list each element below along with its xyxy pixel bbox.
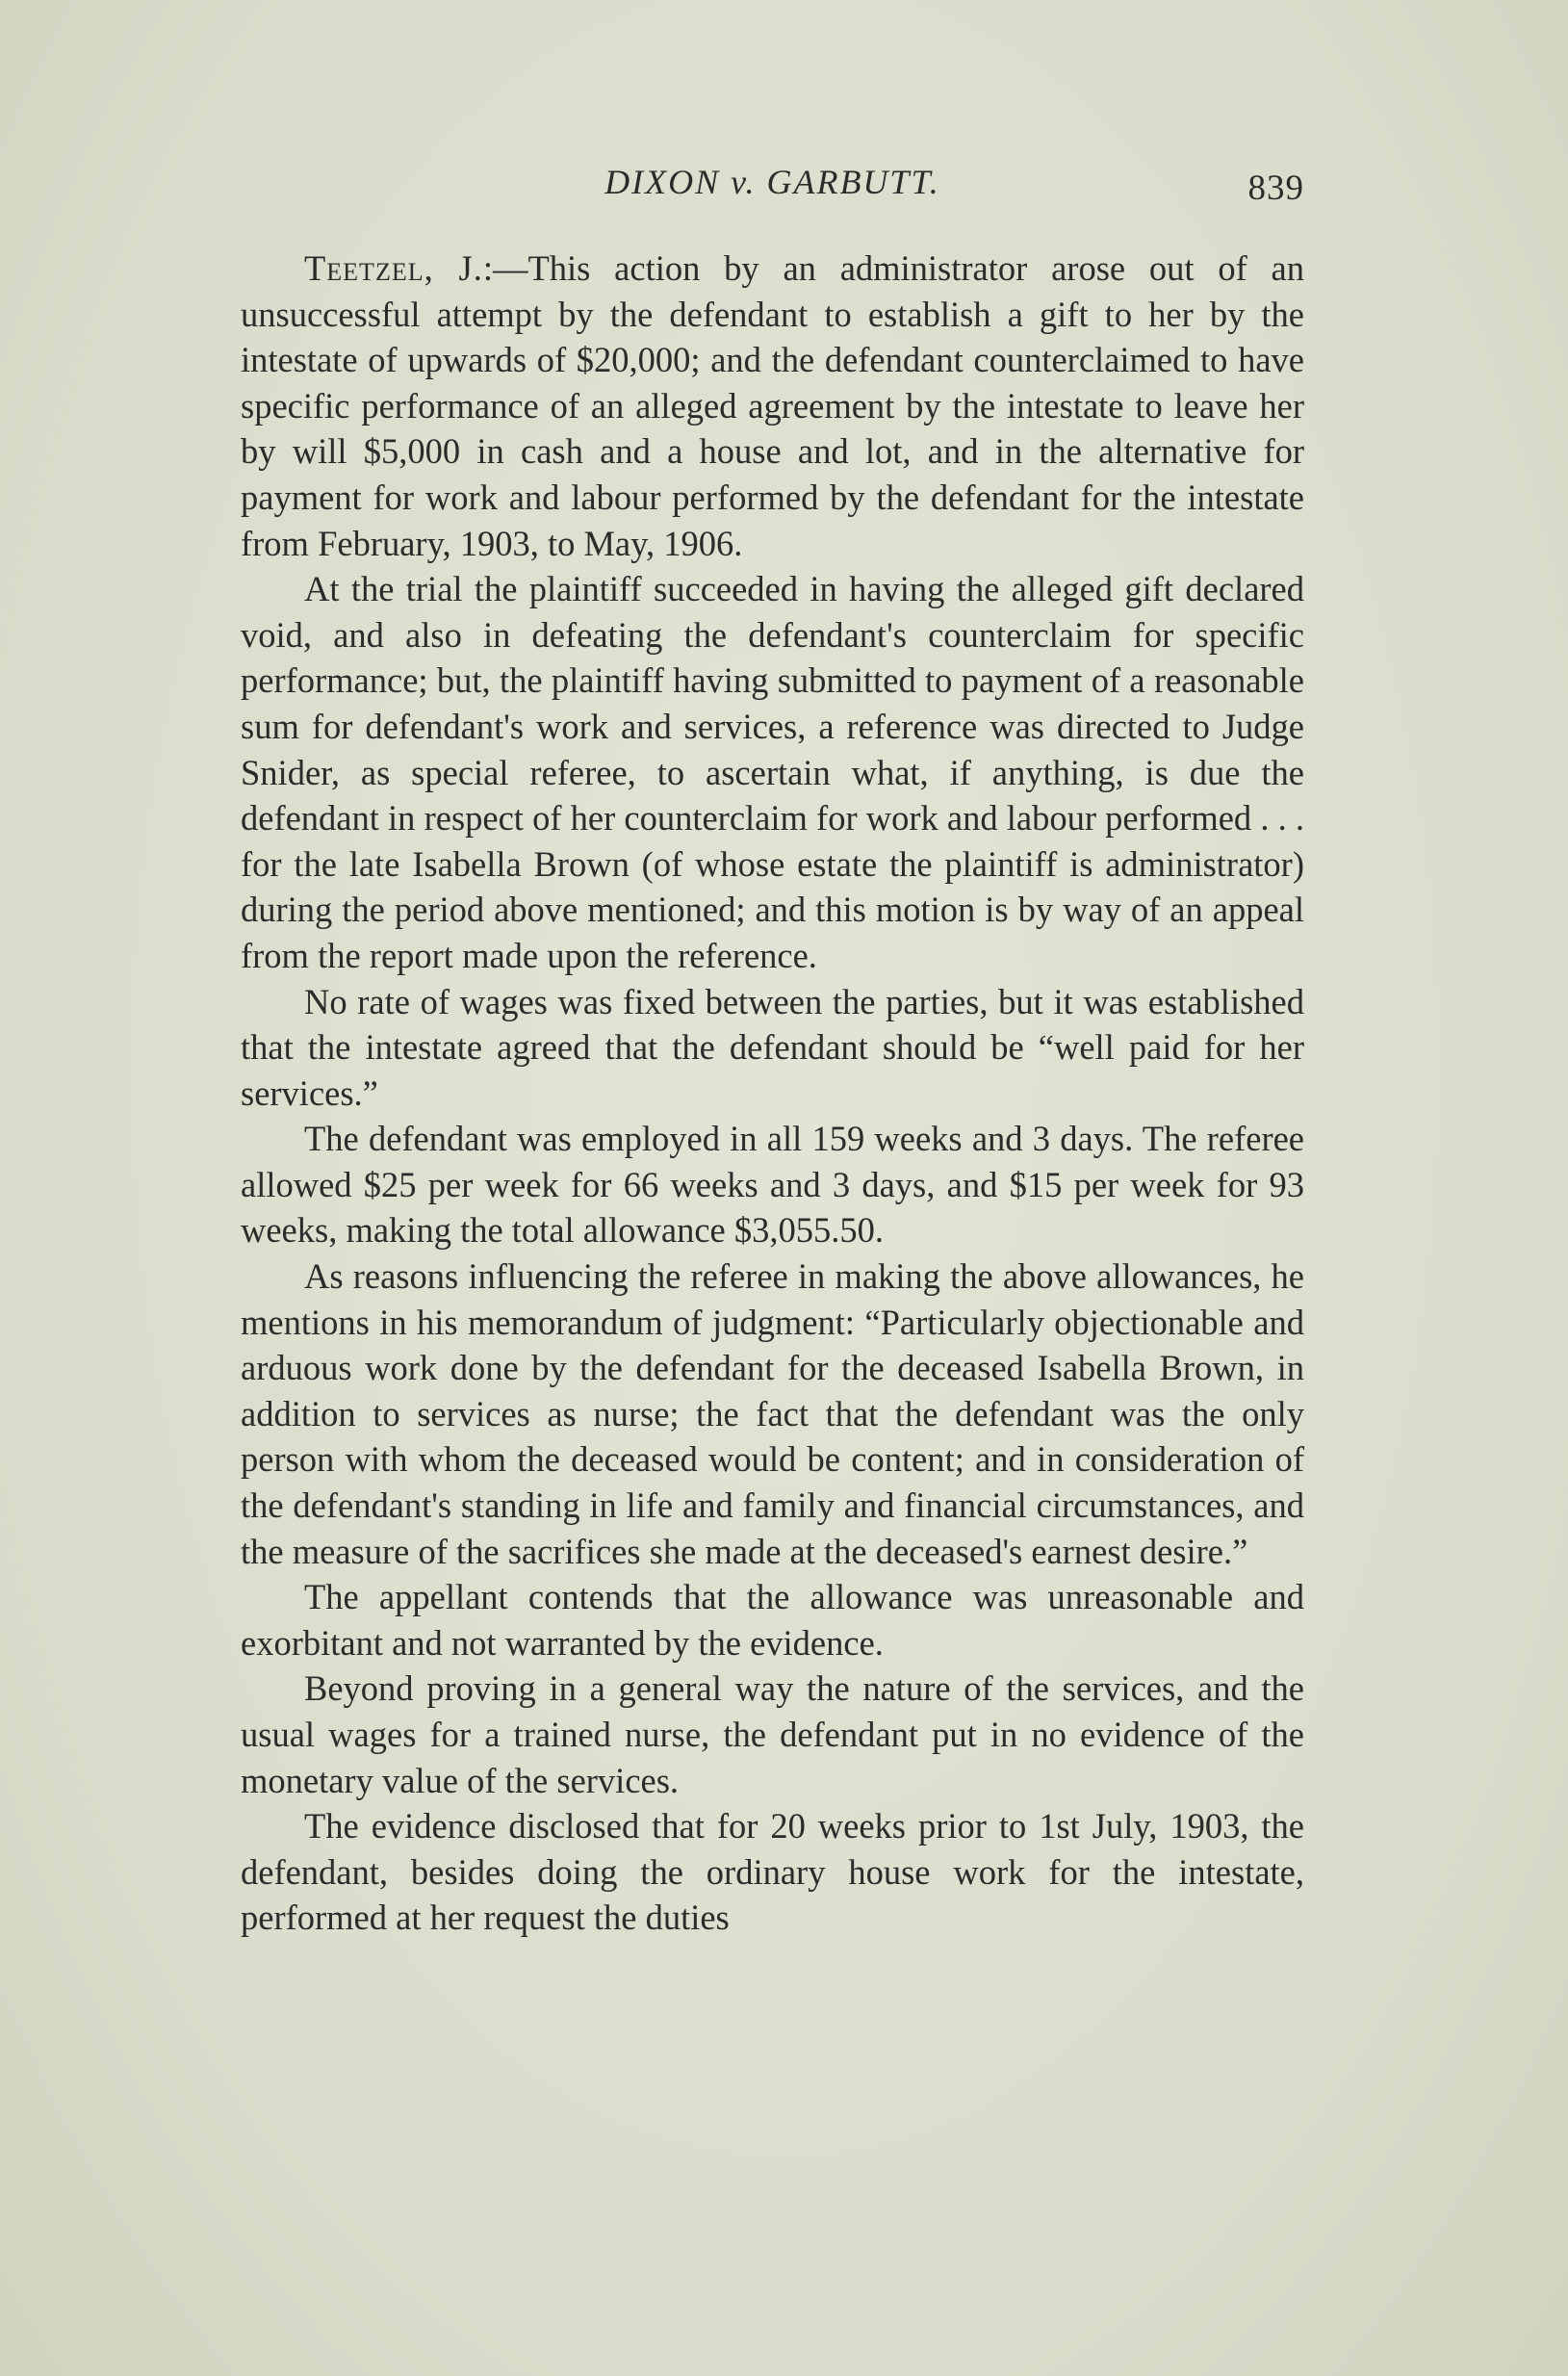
- paragraph-2: At the trial the plaintiff succeeded in having the alleged gift declared void, and also in defeating the defendant's counterclaim for specific performance; but, the plaintiff having submitted to payment of a reasonable sum for defendant's work and services, a reference was directed to Judge Snider, as special referee, to ascertain what, if anything, is due the defendant in respect of her counterclaim for work and labour performed . . . for the late Isabella Brown (of whose estate the plaintiff is administrator) during the period above mentioned; and this motion is by way of an appeal from the report made upon the reference.: [241, 569, 1304, 975]
- judge-name: Teetzel, J.: [304, 248, 483, 288]
- judgment-text: [241, 245, 1304, 1941]
- paragraph-text: :—This action by an administrator arose out of an unsuccessful attempt by the defendant to establish a gift to her by the intestate of upwards of $20,000; and the defendant counterclaimed to have specific performance of an alleged agreement by the intestate to leave her by will $5,000 in cash and a house and lot, and in the alternative for payment for work and labour performed by the defendant for the intestate from February, 1903, to May, 1906.: [241, 248, 1304, 563]
- page-header: [241, 152, 1304, 210]
- paragraph-4: The defendant was employed in all 159 weeks and 3 days. The referee allowed $25 per week for 66 weeks and 3 days, and $15 per week for 93 weeks, making the total allowance $3,055.50.: [241, 1119, 1304, 1251]
- paragraph-7: Beyond proving in a general way the nature of the services, and the usual wages for a trained nurse, the defendant put in no evidence of the monetary value of the services.: [241, 1668, 1304, 1800]
- paragraph-6: The appellant contends that the allowance was unreasonable and exorbitant and not warranted by the evidence.: [241, 1577, 1304, 1663]
- paragraph-3: No rate of wages was fixed between the parties, but it was established that the intestate agreed that the defendant should be “well paid for her services.”: [241, 981, 1304, 1113]
- paragraph-1: [241, 245, 1304, 566]
- paragraph-5: As reasons influencing the referee in making the above allowances, he mentions in his memorandum of judgment: “Particularly objectionable and arduous work done by the defendant for the deceased Isabella Brown, in addition to services as nurse; the fact that the defendant was the only person with whom the deceased would be content; and in consideration of the defendant's standing in life and family and financial circumstances, and the measure of the sacrifices she made at the deceased's earnest desire.”: [241, 1256, 1304, 1571]
- page-number: 839: [1247, 168, 1304, 208]
- paragraph-8: The evidence disclosed that for 20 weeks prior to 1st July, 1903, the defendant, besides doing the ordinary house work for the intestate, performed at her request the duties: [241, 1806, 1304, 1938]
- running-title: DIXON v. GARBUTT.: [604, 163, 940, 201]
